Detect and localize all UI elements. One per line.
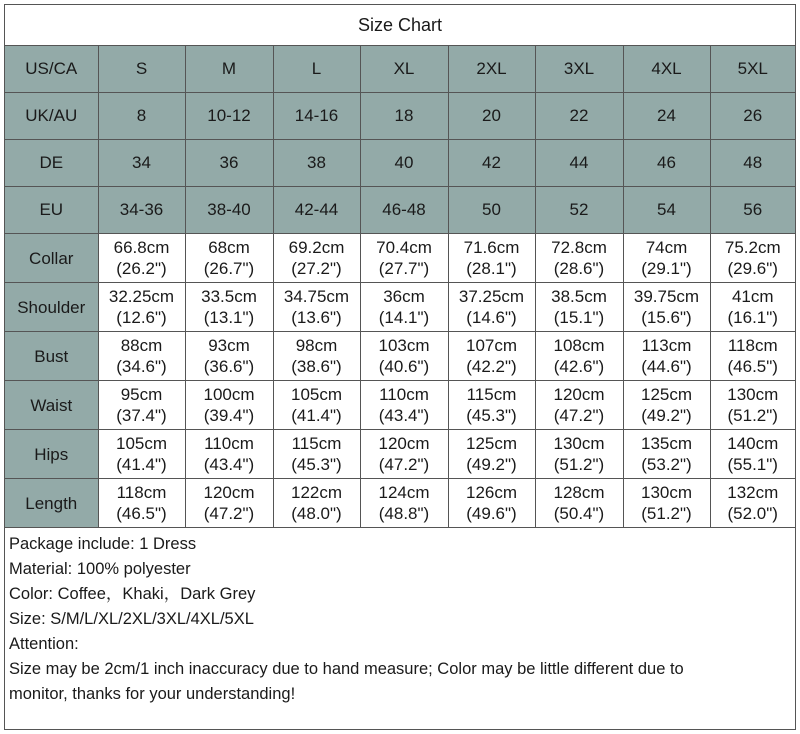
chart-title: Size Chart xyxy=(5,5,795,46)
measurement-cell xyxy=(273,234,360,283)
size-cell: S xyxy=(98,46,185,93)
inch-value: (34.6") xyxy=(116,357,167,376)
row-label: EU xyxy=(5,187,98,234)
measurement-cell xyxy=(273,479,360,528)
cm-value: 140cm xyxy=(727,434,779,453)
inch-value: (15.6") xyxy=(641,308,692,327)
size-cell: 52 xyxy=(535,187,623,234)
size-cell: 42 xyxy=(448,140,535,187)
measurement-cell xyxy=(535,479,623,528)
inch-value: (36.6") xyxy=(203,357,255,376)
cm-value: 125cm xyxy=(640,385,693,404)
size-cell: 54 xyxy=(623,187,710,234)
size-cell: 10-12 xyxy=(185,93,273,140)
inch-value: (28.6") xyxy=(553,259,605,278)
cm-value: 103cm xyxy=(378,336,430,355)
material-note: Material: 100% polyester xyxy=(9,560,191,578)
measurement-cell xyxy=(273,430,360,479)
cm-value: 69.2cm xyxy=(288,238,345,257)
size-cell: 44 xyxy=(535,140,623,187)
cm-value: 108cm xyxy=(553,336,605,355)
inch-value: (51.2") xyxy=(553,455,605,474)
measurement-row xyxy=(5,332,795,381)
cm-value: 33.5cm xyxy=(201,287,257,306)
measurement-cell xyxy=(535,332,623,381)
cm-value: 120cm xyxy=(378,434,430,453)
product-notes xyxy=(5,528,795,707)
inch-value: (37.4") xyxy=(116,406,167,425)
size-cell: 34 xyxy=(98,140,185,187)
measurement-cell xyxy=(535,234,623,283)
measurement-cell xyxy=(360,479,448,528)
inch-value: (45.3") xyxy=(466,406,517,425)
size-cell: 38 xyxy=(273,140,360,187)
inch-value: (43.4") xyxy=(378,406,430,425)
measurement-row xyxy=(5,381,795,430)
size-cell: 38-40 xyxy=(185,187,273,234)
color-note: Color: Coffee，Khaki，Dark Grey xyxy=(9,585,256,603)
size-cell: 5XL xyxy=(710,46,795,93)
cm-value: 37.25cm xyxy=(458,287,525,306)
warning-line-2: monitor, thanks for your understanding! xyxy=(9,685,296,703)
measurement-label: Shoulder xyxy=(5,283,98,332)
inch-value: (15.1") xyxy=(553,308,605,327)
cm-value: 105cm xyxy=(290,385,343,404)
measurement-label: Waist xyxy=(5,381,98,430)
measurement-cell xyxy=(185,234,273,283)
measurement-row xyxy=(5,479,795,528)
cm-value: 124cm xyxy=(378,483,430,502)
measurement-cell xyxy=(710,430,795,479)
measurement-cell xyxy=(448,479,535,528)
inch-value: (46.5") xyxy=(727,357,778,376)
size-chart-frame xyxy=(4,4,796,730)
inch-value: (46.5") xyxy=(116,504,167,523)
measurement-cell xyxy=(273,332,360,381)
cm-value: 74cm xyxy=(645,238,688,257)
inch-value: (51.2") xyxy=(727,406,778,425)
row-label: DE xyxy=(5,140,98,187)
measurement-cell xyxy=(448,234,535,283)
size-cell: M xyxy=(185,46,273,93)
size-conversion-row xyxy=(5,93,795,140)
measurement-cell xyxy=(98,479,185,528)
inch-value: (26.2") xyxy=(116,259,167,278)
size-cell: 36 xyxy=(185,140,273,187)
size-cell: 24 xyxy=(623,93,710,140)
inch-value: (27.2") xyxy=(291,259,342,278)
cm-value: 135cm xyxy=(640,434,693,453)
cm-value: 71.6cm xyxy=(463,238,520,257)
cm-value: 125cm xyxy=(465,434,518,453)
cm-value: 100cm xyxy=(203,385,255,404)
cm-value: 132cm xyxy=(727,483,779,502)
measurement-cell xyxy=(185,332,273,381)
size-note: Size: S/M/L/XL/2XL/3XL/4XL/5XL xyxy=(9,610,254,628)
cm-value: 115cm xyxy=(466,385,517,404)
measurement-cell xyxy=(360,332,448,381)
inch-value: (49.6") xyxy=(466,504,517,523)
inch-value: (29.1") xyxy=(641,259,692,278)
size-cell: 42-44 xyxy=(273,187,360,234)
inch-value: (49.2") xyxy=(641,406,692,425)
inch-value: (52.0") xyxy=(727,504,778,523)
size-cell: 48 xyxy=(710,140,795,187)
inch-value: (41.4") xyxy=(116,455,167,474)
cm-value: 128cm xyxy=(553,483,605,502)
cm-value: 98cm xyxy=(295,336,338,355)
measurement-cell xyxy=(535,430,623,479)
measurement-cell xyxy=(98,430,185,479)
cm-value: 118cm xyxy=(727,336,778,355)
measurement-cell xyxy=(98,234,185,283)
measurement-cell xyxy=(710,479,795,528)
measurement-cell xyxy=(360,283,448,332)
cm-value: 118cm xyxy=(116,483,167,502)
inch-value: (42.6") xyxy=(553,357,605,376)
inch-value: (41.4") xyxy=(291,406,342,425)
attention-label: Attention: xyxy=(9,635,79,653)
cm-value: 39.75cm xyxy=(633,287,700,306)
cm-value: 122cm xyxy=(290,483,343,502)
measurement-cell xyxy=(623,234,710,283)
measurement-row xyxy=(5,430,795,479)
size-cell: 26 xyxy=(710,93,795,140)
size-table xyxy=(5,46,795,528)
cm-value: 32.25cm xyxy=(108,287,175,306)
size-cell: 34-36 xyxy=(98,187,185,234)
measurement-cell xyxy=(98,283,185,332)
cm-value: 120cm xyxy=(553,385,605,404)
inch-value: (16.1") xyxy=(727,308,778,327)
inch-value: (14.1") xyxy=(378,308,430,327)
inch-value: (27.7") xyxy=(378,259,430,278)
inch-value: (48.8") xyxy=(378,504,430,523)
size-cell: 46-48 xyxy=(360,187,448,234)
measurement-cell xyxy=(448,283,535,332)
cm-value: 41cm xyxy=(731,287,774,306)
cm-value: 95cm xyxy=(120,385,163,404)
measurement-label: Collar xyxy=(5,234,98,283)
measurement-cell xyxy=(710,381,795,430)
inch-value: (47.2") xyxy=(378,455,430,474)
measurement-cell xyxy=(623,381,710,430)
size-cell: L xyxy=(273,46,360,93)
inch-value: (38.6") xyxy=(291,357,342,376)
inch-value: (47.2") xyxy=(553,406,605,425)
measurement-cell xyxy=(98,332,185,381)
cm-value: 130cm xyxy=(553,434,605,453)
cm-value: 115cm xyxy=(291,434,342,453)
size-cell: 50 xyxy=(448,187,535,234)
size-cell: 46 xyxy=(623,140,710,187)
size-cell: 3XL xyxy=(535,46,623,93)
size-cell: 2XL xyxy=(448,46,535,93)
measurement-cell xyxy=(623,332,710,381)
cm-value: 110cm xyxy=(379,385,429,404)
row-label: US/CA xyxy=(5,46,98,93)
measurement-cell xyxy=(185,479,273,528)
warning-line-1: Size may be 2cm/1 inch inaccuracy due to hand measure; Color may be little different due to xyxy=(9,660,684,678)
measurement-cell xyxy=(448,332,535,381)
size-cell: 40 xyxy=(360,140,448,187)
measurement-cell xyxy=(623,430,710,479)
cm-value: 105cm xyxy=(115,434,168,453)
cm-value: 75.2cm xyxy=(724,238,781,257)
inch-value: (26.7") xyxy=(203,259,255,278)
measurement-label: Length xyxy=(5,479,98,528)
size-cell: 18 xyxy=(360,93,448,140)
size-cell: 8 xyxy=(98,93,185,140)
measurement-cell xyxy=(98,381,185,430)
measurement-cell xyxy=(623,479,710,528)
cm-value: 130cm xyxy=(727,385,779,404)
measurement-row xyxy=(5,283,795,332)
inch-value: (42.2") xyxy=(466,357,517,376)
inch-value: (53.2") xyxy=(641,455,692,474)
measurement-row xyxy=(5,234,795,283)
measurement-cell xyxy=(360,234,448,283)
measurement-label: Hips xyxy=(5,430,98,479)
measurement-cell xyxy=(185,381,273,430)
cm-value: 120cm xyxy=(203,483,255,502)
size-cell: 14-16 xyxy=(273,93,360,140)
size-cell: 22 xyxy=(535,93,623,140)
inch-value: (55.1") xyxy=(727,455,778,474)
size-cell: 56 xyxy=(710,187,795,234)
inch-value: (51.2") xyxy=(641,504,692,523)
measurement-label: Bust xyxy=(5,332,98,381)
measurement-cell xyxy=(535,283,623,332)
measurement-cell xyxy=(710,234,795,283)
measurement-cell xyxy=(623,283,710,332)
size-conversion-row xyxy=(5,187,795,234)
cm-value: 72.8cm xyxy=(551,238,607,257)
measurement-cell xyxy=(448,430,535,479)
inch-value: (48.0") xyxy=(291,504,342,523)
package-note: Package include: 1 Dress xyxy=(9,535,197,553)
row-label: UK/AU xyxy=(5,93,98,140)
inch-value: (49.2") xyxy=(466,455,517,474)
inch-value: (12.6") xyxy=(116,308,167,327)
measurement-cell xyxy=(273,283,360,332)
inch-value: (43.4") xyxy=(203,455,255,474)
measurement-cell xyxy=(273,381,360,430)
measurement-cell xyxy=(710,332,795,381)
cm-value: 130cm xyxy=(640,483,693,502)
size-cell: 4XL xyxy=(623,46,710,93)
measurement-cell xyxy=(710,283,795,332)
inch-value: (28.1") xyxy=(466,259,517,278)
cm-value: 88cm xyxy=(120,336,163,355)
measurement-cell xyxy=(185,283,273,332)
cm-value: 70.4cm xyxy=(376,238,432,257)
cm-value: 113cm xyxy=(641,336,692,355)
size-cell: XL xyxy=(360,46,448,93)
inch-value: (13.1") xyxy=(203,308,255,327)
inch-value: (50.4") xyxy=(553,504,605,523)
inch-value: (14.6") xyxy=(466,308,517,327)
inch-value: (47.2") xyxy=(203,504,255,523)
cm-value: 107cm xyxy=(465,336,518,355)
measurement-cell xyxy=(360,381,448,430)
inch-value: (29.6") xyxy=(727,259,778,278)
cm-value: 66.8cm xyxy=(113,238,170,257)
measurement-cell xyxy=(448,381,535,430)
cm-value: 68cm xyxy=(208,238,250,257)
inch-value: (40.6") xyxy=(378,357,430,376)
cm-value: 38.5cm xyxy=(551,287,607,306)
size-conversion-row xyxy=(5,140,795,187)
cm-value: 36cm xyxy=(383,287,425,306)
cm-value: 126cm xyxy=(465,483,518,502)
measurement-cell xyxy=(535,381,623,430)
inch-value: (44.6") xyxy=(641,357,692,376)
inch-value: (39.4") xyxy=(203,406,255,425)
size-conversion-row xyxy=(5,46,795,93)
measurement-cell xyxy=(360,430,448,479)
inch-value: (13.6") xyxy=(291,308,342,327)
inch-value: (45.3") xyxy=(291,455,342,474)
cm-value: 34.75cm xyxy=(283,287,350,306)
cm-value: 93cm xyxy=(208,336,250,355)
measurement-cell xyxy=(185,430,273,479)
size-cell: 20 xyxy=(448,93,535,140)
cm-value: 110cm xyxy=(204,434,254,453)
